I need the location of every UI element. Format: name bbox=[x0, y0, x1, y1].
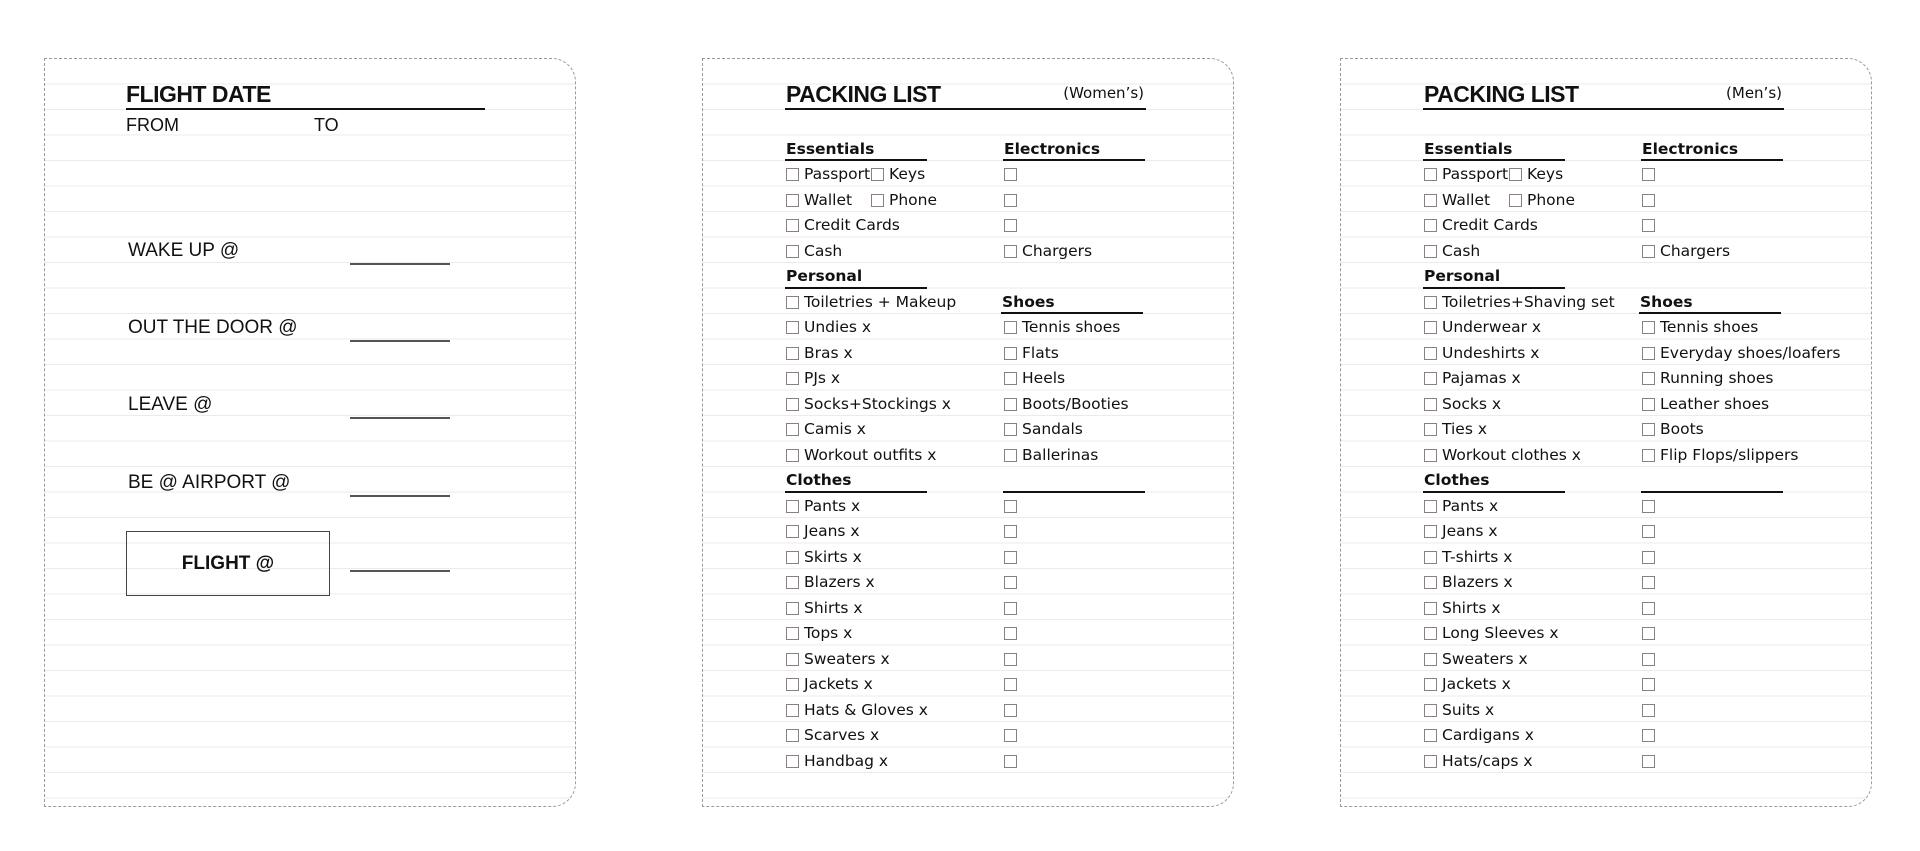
checkbox[interactable] bbox=[1424, 219, 1437, 232]
packing-list-title-rule bbox=[1423, 108, 1784, 110]
electronics-item[interactable] bbox=[1004, 237, 1092, 263]
item-label: Skirts x bbox=[804, 547, 862, 566]
leave-time-field[interactable] bbox=[350, 417, 450, 419]
essentials-header: Essentials bbox=[786, 139, 875, 158]
clothes-item[interactable] bbox=[786, 722, 879, 748]
checkbox[interactable] bbox=[786, 398, 799, 411]
clothes-item[interactable] bbox=[1424, 696, 1494, 722]
checkbox[interactable] bbox=[1004, 194, 1017, 207]
checkbox[interactable] bbox=[1642, 704, 1655, 717]
item-label: Suits x bbox=[1442, 700, 1495, 719]
shoes-item[interactable] bbox=[1004, 314, 1120, 340]
item-label: Sweaters x bbox=[804, 649, 890, 668]
electronics-header-rule bbox=[1003, 159, 1145, 161]
extra-item[interactable] bbox=[1642, 543, 1660, 569]
checkbox[interactable] bbox=[1004, 168, 1017, 181]
item-label: Hats/caps x bbox=[1442, 751, 1533, 770]
electronics-item[interactable] bbox=[1642, 212, 1660, 238]
item-label: Pants x bbox=[1442, 496, 1499, 515]
checkbox[interactable] bbox=[786, 321, 799, 334]
checkbox[interactable] bbox=[1004, 500, 1017, 513]
checkbox[interactable] bbox=[1004, 321, 1017, 334]
clothes-item[interactable] bbox=[786, 620, 852, 646]
checkbox[interactable] bbox=[1004, 653, 1017, 666]
checkbox[interactable] bbox=[786, 678, 799, 691]
extra-item[interactable] bbox=[1004, 722, 1022, 748]
checkbox[interactable] bbox=[1509, 194, 1522, 207]
shoes-header: Shoes bbox=[1002, 292, 1055, 311]
checkbox[interactable] bbox=[1642, 449, 1655, 462]
item-label: Heels bbox=[1022, 369, 1066, 387]
checkbox[interactable] bbox=[1642, 755, 1655, 768]
item-label: Cash bbox=[1442, 241, 1481, 260]
extra-item[interactable] bbox=[1004, 696, 1022, 722]
checkbox[interactable] bbox=[1424, 729, 1437, 742]
item-label: Boots/Booties bbox=[1022, 394, 1129, 413]
item-label: Flip Flops/slippers bbox=[1660, 445, 1799, 464]
item-label: Jeans x bbox=[804, 522, 860, 540]
checkbox[interactable] bbox=[786, 627, 799, 640]
checkbox[interactable] bbox=[786, 296, 799, 309]
clothes-item[interactable] bbox=[786, 518, 860, 544]
item-label: Underwear x bbox=[1442, 318, 1542, 336]
extra-item[interactable] bbox=[1004, 747, 1022, 773]
extra-item[interactable] bbox=[1642, 492, 1660, 518]
extra-item[interactable] bbox=[1004, 543, 1022, 569]
checkbox[interactable] bbox=[1424, 551, 1437, 564]
checkbox[interactable] bbox=[1424, 245, 1437, 258]
shoes-header: Shoes bbox=[1640, 292, 1693, 311]
extra-item[interactable] bbox=[1642, 722, 1660, 748]
electronics-item[interactable] bbox=[1004, 186, 1022, 212]
checkbox[interactable] bbox=[871, 194, 884, 207]
extra-item[interactable] bbox=[1004, 492, 1022, 518]
wake-up-time-field[interactable] bbox=[350, 263, 450, 265]
essentials-item[interactable] bbox=[786, 161, 870, 187]
flight-date-title: FLIGHT DATE bbox=[126, 81, 271, 107]
checkbox[interactable] bbox=[1642, 398, 1655, 411]
checkbox[interactable] bbox=[1004, 704, 1017, 717]
extra-item[interactable] bbox=[1642, 671, 1660, 697]
checkbox[interactable] bbox=[1004, 678, 1017, 691]
extra-item[interactable] bbox=[1004, 594, 1022, 620]
checkbox[interactable] bbox=[1642, 653, 1655, 666]
checkbox[interactable] bbox=[1642, 219, 1655, 232]
checkbox[interactable] bbox=[786, 245, 799, 258]
checkbox[interactable] bbox=[1424, 627, 1437, 640]
checkbox[interactable] bbox=[786, 194, 799, 207]
mens-packing-list-card bbox=[1340, 58, 1872, 807]
from-label: FROM bbox=[126, 115, 179, 135]
checkbox[interactable] bbox=[1642, 678, 1655, 691]
extra-item[interactable] bbox=[1642, 569, 1660, 595]
checkbox[interactable] bbox=[786, 602, 799, 615]
item-label: Sweaters x bbox=[1442, 649, 1528, 668]
personal-item[interactable] bbox=[1424, 288, 1615, 314]
personal-item[interactable] bbox=[1424, 314, 1541, 340]
essentials-item[interactable] bbox=[786, 237, 842, 263]
womens-packing-list-card bbox=[702, 58, 1234, 807]
item-label: Passport bbox=[804, 165, 871, 183]
item-label: Shirts x bbox=[1442, 598, 1501, 617]
checkbox[interactable] bbox=[1424, 704, 1437, 717]
personal-item[interactable] bbox=[1424, 441, 1581, 467]
item-label: Camis x bbox=[804, 420, 866, 438]
item-label: Long Sleeves x bbox=[1442, 624, 1559, 642]
item-label: Blazers x bbox=[1442, 573, 1513, 591]
item-label: Ties x bbox=[1442, 420, 1488, 438]
flight-schedule-card bbox=[44, 58, 576, 807]
item-label: Scarves x bbox=[804, 726, 880, 744]
checkbox[interactable] bbox=[1004, 398, 1017, 411]
clothes-item[interactable] bbox=[786, 747, 888, 773]
checkbox[interactable] bbox=[786, 653, 799, 666]
checkbox[interactable] bbox=[1509, 168, 1522, 181]
item-label: Hats & Gloves x bbox=[804, 700, 928, 719]
clothes-item[interactable] bbox=[786, 569, 875, 595]
clothes-item[interactable] bbox=[786, 594, 863, 620]
personal-item[interactable] bbox=[786, 365, 840, 391]
personal-item[interactable] bbox=[1424, 365, 1521, 391]
clothes-header: Clothes bbox=[1424, 471, 1490, 489]
item-label: Socks x bbox=[1442, 394, 1501, 413]
personal-header: Personal bbox=[786, 267, 863, 285]
item-label: Wallet bbox=[1442, 190, 1491, 209]
checkbox[interactable] bbox=[786, 372, 799, 385]
be-at-airport-time-field[interactable] bbox=[350, 495, 450, 497]
checkbox[interactable] bbox=[1424, 347, 1437, 360]
shoes-item[interactable] bbox=[1004, 416, 1083, 442]
checkbox[interactable] bbox=[786, 219, 799, 232]
checkbox[interactable] bbox=[1004, 449, 1017, 462]
item-label: Socks+Stockings x bbox=[804, 394, 951, 413]
clothes-item[interactable] bbox=[1424, 518, 1498, 544]
extra-item[interactable] bbox=[1642, 645, 1660, 671]
shoes-item[interactable] bbox=[1642, 314, 1758, 340]
checkbox[interactable] bbox=[1004, 755, 1017, 768]
checkbox[interactable] bbox=[1642, 245, 1655, 258]
personal-item[interactable] bbox=[1424, 416, 1487, 442]
packing-list-title-rule bbox=[785, 108, 1146, 110]
item-label: Blazers x bbox=[804, 573, 875, 591]
checkbox[interactable] bbox=[1004, 423, 1017, 436]
checkbox[interactable] bbox=[1424, 398, 1437, 411]
shoes-item[interactable] bbox=[1642, 339, 1840, 365]
checkbox[interactable] bbox=[786, 168, 799, 181]
extra-item[interactable] bbox=[1004, 620, 1022, 646]
checkbox[interactable] bbox=[1424, 372, 1437, 385]
essentials-item[interactable] bbox=[871, 161, 925, 187]
essentials-item[interactable] bbox=[1424, 161, 1508, 187]
checkbox[interactable] bbox=[1642, 500, 1655, 513]
checkbox[interactable] bbox=[1424, 194, 1437, 207]
item-label: Passport bbox=[1442, 165, 1509, 183]
item-label: Tennis shoes bbox=[1660, 318, 1759, 336]
essentials-item[interactable] bbox=[1424, 212, 1538, 238]
item-label: Wallet bbox=[804, 190, 853, 209]
flight-label: FLIGHT @ bbox=[181, 552, 275, 574]
checkbox[interactable] bbox=[1424, 525, 1437, 538]
clothes-item[interactable] bbox=[786, 645, 890, 671]
checkbox[interactable] bbox=[1642, 372, 1655, 385]
checkbox[interactable] bbox=[786, 449, 799, 462]
extra-item[interactable] bbox=[1642, 594, 1660, 620]
shoes-item[interactable] bbox=[1004, 441, 1098, 467]
extra-item[interactable] bbox=[1642, 620, 1660, 646]
item-label: Running shoes bbox=[1660, 369, 1774, 387]
item-label: Ballerinas bbox=[1022, 445, 1099, 464]
item-label: T-shirts x bbox=[1442, 547, 1513, 566]
flight-date-rule bbox=[126, 108, 485, 110]
checkbox[interactable] bbox=[786, 729, 799, 742]
packing-list-title: PACKING LIST bbox=[1424, 81, 1579, 107]
clothes-item[interactable] bbox=[1424, 492, 1498, 518]
item-label: Chargers bbox=[1022, 241, 1093, 260]
item-label: Cash bbox=[804, 241, 843, 260]
electronics-header: Electronics bbox=[1642, 139, 1739, 158]
checkbox[interactable] bbox=[1642, 168, 1655, 181]
checkbox[interactable] bbox=[1424, 321, 1437, 334]
item-label: Tops x bbox=[804, 624, 853, 642]
essentials-item[interactable] bbox=[871, 186, 937, 212]
item-label: Undies x bbox=[804, 318, 872, 336]
item-label: Cardigans x bbox=[1442, 726, 1534, 744]
clothes-item[interactable] bbox=[1424, 569, 1513, 595]
checkbox[interactable] bbox=[1004, 729, 1017, 742]
item-label: Workout outfits x bbox=[804, 445, 937, 464]
shoes-item[interactable] bbox=[1642, 441, 1799, 467]
essentials-item[interactable] bbox=[1509, 186, 1575, 212]
flight-box bbox=[126, 531, 330, 596]
clothes-item[interactable] bbox=[1424, 747, 1533, 773]
electronics-item[interactable] bbox=[1004, 212, 1022, 238]
checkbox[interactable] bbox=[1004, 602, 1017, 615]
item-label: Pajamas x bbox=[1442, 369, 1521, 387]
item-label: Handbag x bbox=[804, 751, 889, 770]
checkbox[interactable] bbox=[1424, 423, 1437, 436]
essentials-item[interactable] bbox=[1424, 237, 1480, 263]
out-the-door-label: OUT THE DOOR @ bbox=[128, 317, 298, 338]
extra-item[interactable] bbox=[1642, 518, 1660, 544]
checkbox[interactable] bbox=[786, 347, 799, 360]
personal-item[interactable] bbox=[1424, 339, 1539, 365]
personal-item[interactable] bbox=[1424, 390, 1501, 416]
item-label: Phone bbox=[1527, 190, 1576, 209]
item-label: Undeshirts x bbox=[1442, 343, 1540, 362]
checkbox[interactable] bbox=[786, 551, 799, 564]
checkbox[interactable] bbox=[786, 423, 799, 436]
checkbox[interactable] bbox=[1004, 347, 1017, 360]
extra-item[interactable] bbox=[1004, 671, 1022, 697]
clothes-item[interactable] bbox=[1424, 594, 1501, 620]
checkbox[interactable] bbox=[1424, 678, 1437, 691]
clothes-item[interactable] bbox=[1424, 722, 1534, 748]
clothes-item[interactable] bbox=[786, 696, 928, 722]
item-label: Credit Cards bbox=[804, 216, 900, 234]
checkbox[interactable] bbox=[1642, 194, 1655, 207]
item-label: Credit Cards bbox=[1442, 216, 1538, 234]
checkbox[interactable] bbox=[1642, 602, 1655, 615]
item-label: PJs x bbox=[804, 369, 841, 387]
checkbox[interactable] bbox=[1424, 755, 1437, 768]
checkbox[interactable] bbox=[1424, 296, 1437, 309]
extra-column-header-rule bbox=[1003, 491, 1145, 493]
checkbox[interactable] bbox=[786, 576, 799, 589]
item-label: Jackets x bbox=[1442, 675, 1511, 693]
checkbox[interactable] bbox=[786, 500, 799, 513]
item-label: Toiletries+Shaving set bbox=[1442, 292, 1615, 311]
clothes-item[interactable] bbox=[786, 492, 860, 518]
clothes-item[interactable] bbox=[1424, 645, 1528, 671]
checkbox[interactable] bbox=[1642, 347, 1655, 360]
packing-list-subtitle: (Men’s) bbox=[1726, 84, 1782, 102]
checkbox[interactable] bbox=[1642, 627, 1655, 640]
electronics-item[interactable] bbox=[1642, 161, 1660, 187]
personal-item[interactable] bbox=[786, 441, 936, 467]
clothes-item[interactable] bbox=[786, 671, 873, 697]
checkbox[interactable] bbox=[786, 704, 799, 717]
extra-item[interactable] bbox=[1004, 645, 1022, 671]
checkbox[interactable] bbox=[1424, 449, 1437, 462]
checkbox[interactable] bbox=[786, 525, 799, 538]
extra-column-header-rule bbox=[1641, 491, 1783, 493]
extra-item[interactable] bbox=[1642, 747, 1660, 773]
shoes-item[interactable] bbox=[1642, 390, 1769, 416]
checkbox[interactable] bbox=[1004, 627, 1017, 640]
personal-item[interactable] bbox=[786, 288, 956, 314]
out-the-door-time-field[interactable] bbox=[350, 340, 450, 342]
checkbox[interactable] bbox=[1424, 500, 1437, 513]
checkbox[interactable] bbox=[1642, 321, 1655, 334]
essentials-item[interactable] bbox=[1424, 186, 1490, 212]
shoes-item[interactable] bbox=[1004, 365, 1065, 391]
checkbox[interactable] bbox=[1424, 168, 1437, 181]
checkbox[interactable] bbox=[1424, 653, 1437, 666]
item-label: Jeans x bbox=[1442, 522, 1498, 540]
electronics-header: Electronics bbox=[1004, 139, 1101, 158]
essentials-item[interactable] bbox=[786, 186, 852, 212]
packing-list-subtitle: (Women’s) bbox=[1063, 84, 1144, 102]
clothes-item[interactable] bbox=[1424, 620, 1559, 646]
item-label: Tennis shoes bbox=[1022, 318, 1121, 336]
personal-item[interactable] bbox=[786, 390, 951, 416]
checkbox[interactable] bbox=[1642, 525, 1655, 538]
checkbox[interactable] bbox=[1424, 576, 1437, 589]
clothes-header: Clothes bbox=[786, 471, 852, 489]
electronics-item[interactable] bbox=[1642, 237, 1730, 263]
shoes-item[interactable] bbox=[1642, 416, 1704, 442]
checkbox[interactable] bbox=[1642, 729, 1655, 742]
extra-item[interactable] bbox=[1004, 569, 1022, 595]
personal-header: Personal bbox=[1424, 267, 1501, 285]
electronics-header-rule bbox=[1641, 159, 1783, 161]
item-label: Keys bbox=[889, 165, 926, 183]
essentials-item[interactable] bbox=[786, 212, 900, 238]
item-label: Workout clothes x bbox=[1442, 445, 1581, 464]
item-label: Toiletries + Makeup bbox=[804, 292, 957, 311]
checkbox[interactable] bbox=[1424, 602, 1437, 615]
packing-list-title: PACKING LIST bbox=[786, 81, 941, 107]
personal-item[interactable] bbox=[786, 416, 866, 442]
checkbox[interactable] bbox=[1642, 423, 1655, 436]
clothes-item[interactable] bbox=[786, 543, 862, 569]
personal-item[interactable] bbox=[786, 314, 871, 340]
extra-item[interactable] bbox=[1642, 696, 1660, 722]
electronics-item[interactable] bbox=[1642, 186, 1660, 212]
flight-time-field[interactable] bbox=[350, 570, 450, 572]
item-label: Chargers bbox=[1660, 241, 1731, 260]
item-label: Sandals bbox=[1022, 420, 1083, 438]
checkbox[interactable] bbox=[1004, 551, 1017, 564]
wake-up-label: WAKE UP @ bbox=[128, 240, 240, 261]
clothes-item[interactable] bbox=[1424, 543, 1512, 569]
item-label: Bras x bbox=[804, 343, 853, 362]
to-label: TO bbox=[314, 115, 339, 135]
checkbox[interactable] bbox=[1004, 576, 1017, 589]
item-label: Phone bbox=[889, 190, 938, 209]
item-label: Jackets x bbox=[804, 675, 873, 693]
be-at-airport-label: BE @ AIRPORT @ bbox=[128, 472, 291, 493]
checkbox[interactable] bbox=[1004, 372, 1017, 385]
essentials-header: Essentials bbox=[1424, 139, 1513, 158]
shoes-item[interactable] bbox=[1642, 365, 1773, 391]
item-label: Flats bbox=[1022, 343, 1059, 362]
item-label: Pants x bbox=[804, 496, 861, 515]
item-label: Keys bbox=[1527, 165, 1564, 183]
personal-item[interactable] bbox=[786, 339, 853, 365]
extra-item[interactable] bbox=[1004, 518, 1022, 544]
checkbox[interactable] bbox=[871, 168, 884, 181]
electronics-item[interactable] bbox=[1004, 161, 1022, 187]
checkbox[interactable] bbox=[1004, 219, 1017, 232]
checkbox[interactable] bbox=[786, 755, 799, 768]
checkbox[interactable] bbox=[1004, 245, 1017, 258]
item-label: Shirts x bbox=[804, 598, 863, 617]
checkbox[interactable] bbox=[1004, 525, 1017, 538]
shoes-item[interactable] bbox=[1004, 339, 1059, 365]
item-label: Everyday shoes/loafers bbox=[1660, 343, 1841, 362]
shoes-item[interactable] bbox=[1004, 390, 1129, 416]
item-label: Boots bbox=[1660, 420, 1704, 438]
checkbox[interactable] bbox=[1642, 551, 1655, 564]
essentials-item[interactable] bbox=[1509, 161, 1563, 187]
leave-label: LEAVE @ bbox=[128, 394, 213, 415]
item-label: Leather shoes bbox=[1660, 394, 1770, 413]
checkbox[interactable] bbox=[1642, 576, 1655, 589]
clothes-item[interactable] bbox=[1424, 671, 1511, 697]
